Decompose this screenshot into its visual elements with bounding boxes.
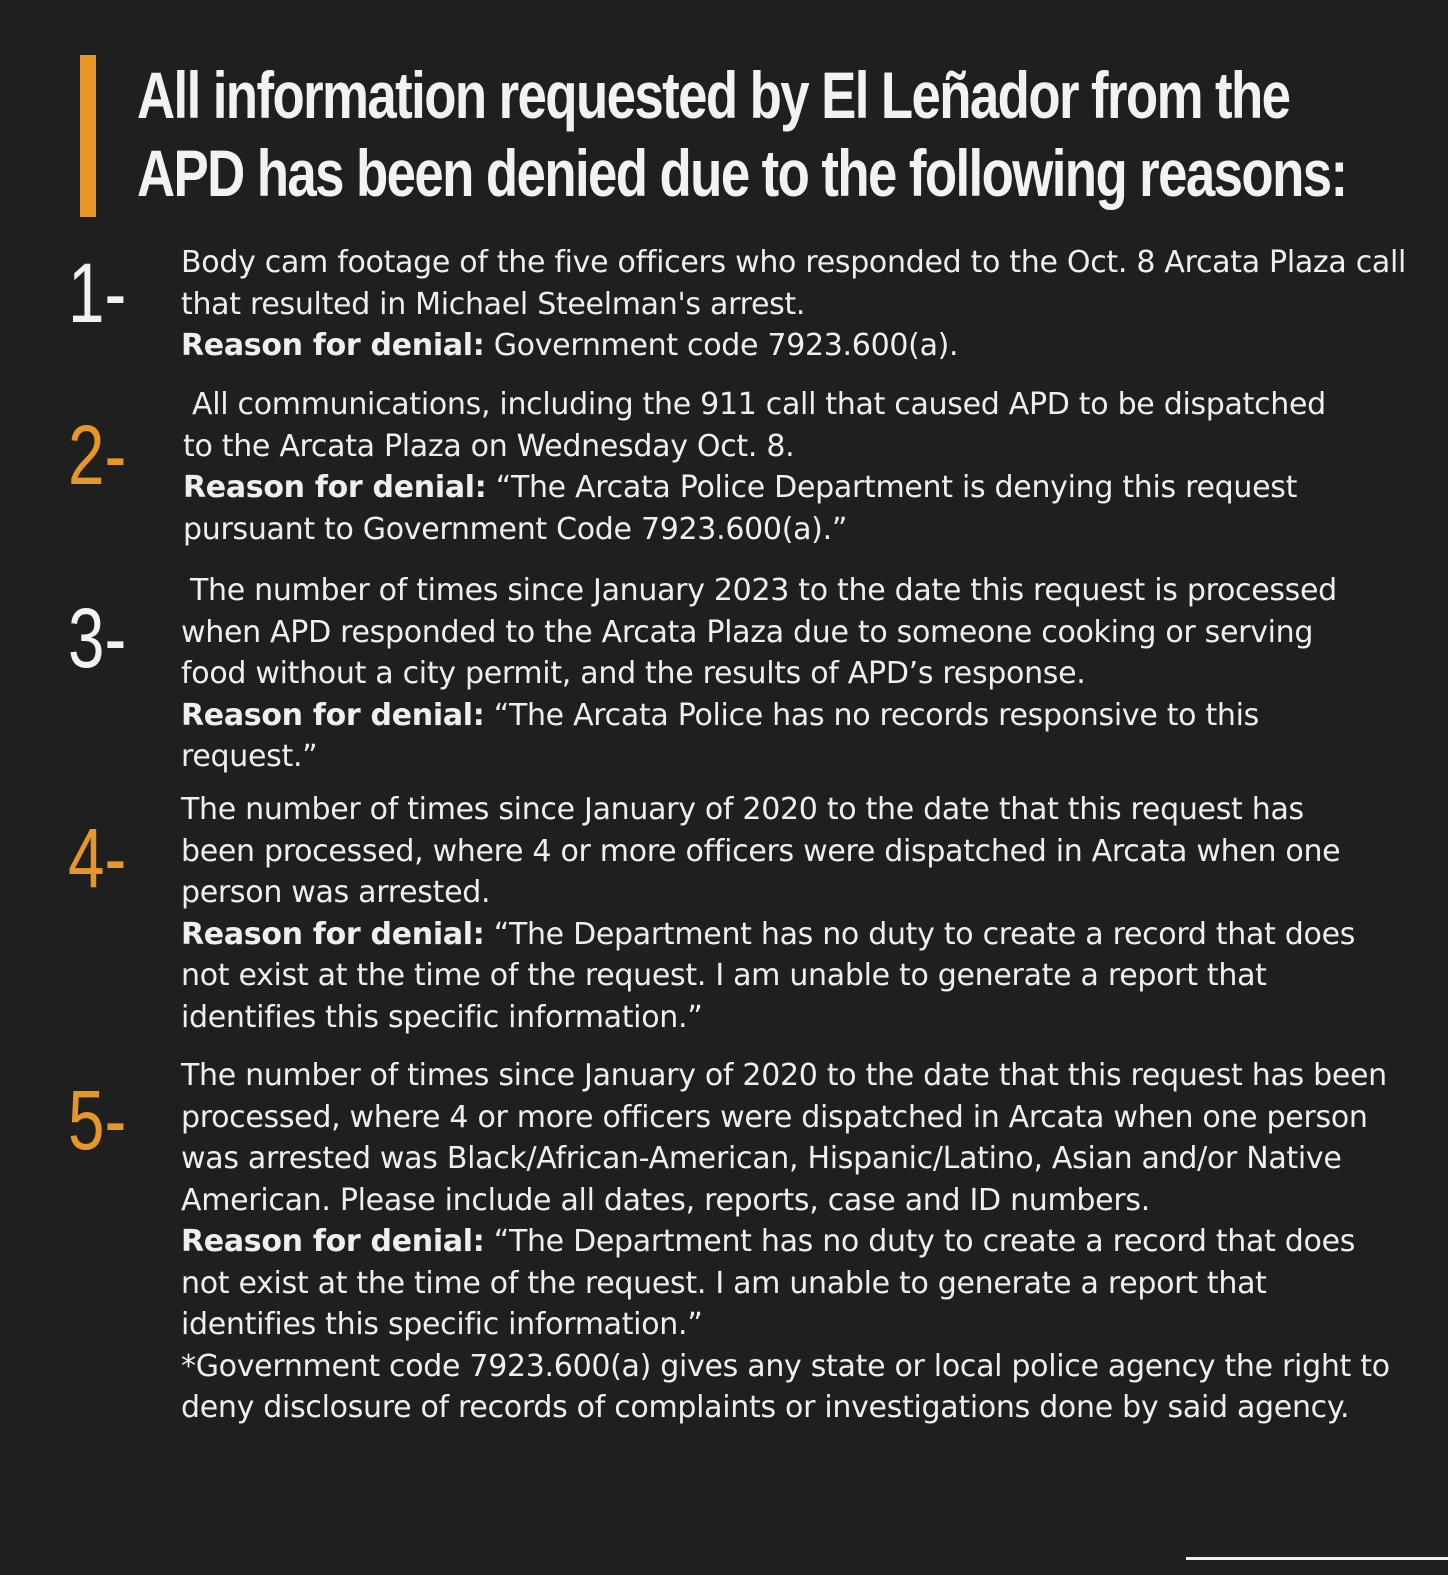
reason-label: Reason for denial:: [181, 916, 485, 952]
item-number-4: 4-: [68, 811, 127, 905]
item-number-5: 5-: [68, 1073, 127, 1167]
page-title: [137, 56, 1347, 212]
denial-reason: [181, 914, 1376, 1039]
list-item-2: [183, 384, 1363, 550]
reason-text: Government code 7923.600(a).: [493, 328, 959, 363]
item-number-3: 3-: [68, 591, 127, 685]
item-number-1: 1-: [68, 246, 127, 340]
reason-text: “The Department has no duty to create a record that does not exist at the time of the request. I am unable to generate a report that identifies this specific information.”: [181, 916, 1356, 1035]
list-item-4: [181, 789, 1376, 1038]
reason-label: Reason for denial:: [181, 1224, 485, 1259]
denial-reason: [183, 467, 1363, 550]
reason-text: “The Arcata Police has no records responsive to this request.”: [181, 697, 1260, 774]
request-text: The number of times since January of 2020 to the date that this request has been processed, where 4 or more officers were dispatched in Arcata when one person was arrested.: [181, 792, 1341, 910]
title-line-1: All information requested by El Leñador from the: [137, 58, 1290, 132]
accent-bar: [80, 55, 96, 217]
request-text: Body cam footage of the five officers who responded to the Oct. 8 Arcata Plaza call that resulted in Michael Steelman's arrest.: [181, 245, 1407, 322]
denial-reason: [181, 1221, 1396, 1346]
reason-text: “The Arcata Police Department is denying this request pursuant to Government Code 7923.600(a).”: [183, 470, 1298, 547]
footnote: *Government code 7923.600(a) gives any state or local police agency the right to deny disclosure of records of complaints or investigations done by said agency.: [181, 1348, 1390, 1425]
title-line-2: APD has been denied due to the following reasons:: [137, 136, 1347, 210]
reason-label: Reason for denial:: [181, 328, 485, 363]
list-item-5: [181, 1055, 1396, 1429]
request-text: The number of times since January of 2020 to the date that this request has been processed, where 4 or more officers were dispatched in Arcata when one person was arrested was Black/African-American, Hispanic/Latino, Asian and/or Native American. Please include all dates, reports, case and ID numbers.: [181, 1058, 1387, 1218]
divider-line: [1186, 1557, 1448, 1560]
reason-label: Reason for denial:: [183, 470, 487, 505]
list-item-3: [181, 570, 1381, 778]
denial-reason: [181, 695, 1381, 778]
reason-label: Reason for denial:: [181, 697, 485, 733]
denial-reason: [181, 325, 1411, 367]
request-text: The number of times since January 2023 to the date this request is processed when APD responded to the Arcata Plaza due to someone cooking or serving food without a city permit, and the results of APD’s response.: [181, 573, 1337, 691]
list-item-1: [181, 242, 1411, 367]
item-number-2: 2-: [68, 408, 127, 502]
request-text: All communications, including the 911 call that caused APD to be dispatched to the Arcata Plaza on Wednesday Oct. 8.: [183, 387, 1326, 464]
reason-text: “The Department has no duty to create a record that does not exist at the time of the request. I am unable to generate a report that identifies this specific information.”: [181, 1224, 1356, 1342]
